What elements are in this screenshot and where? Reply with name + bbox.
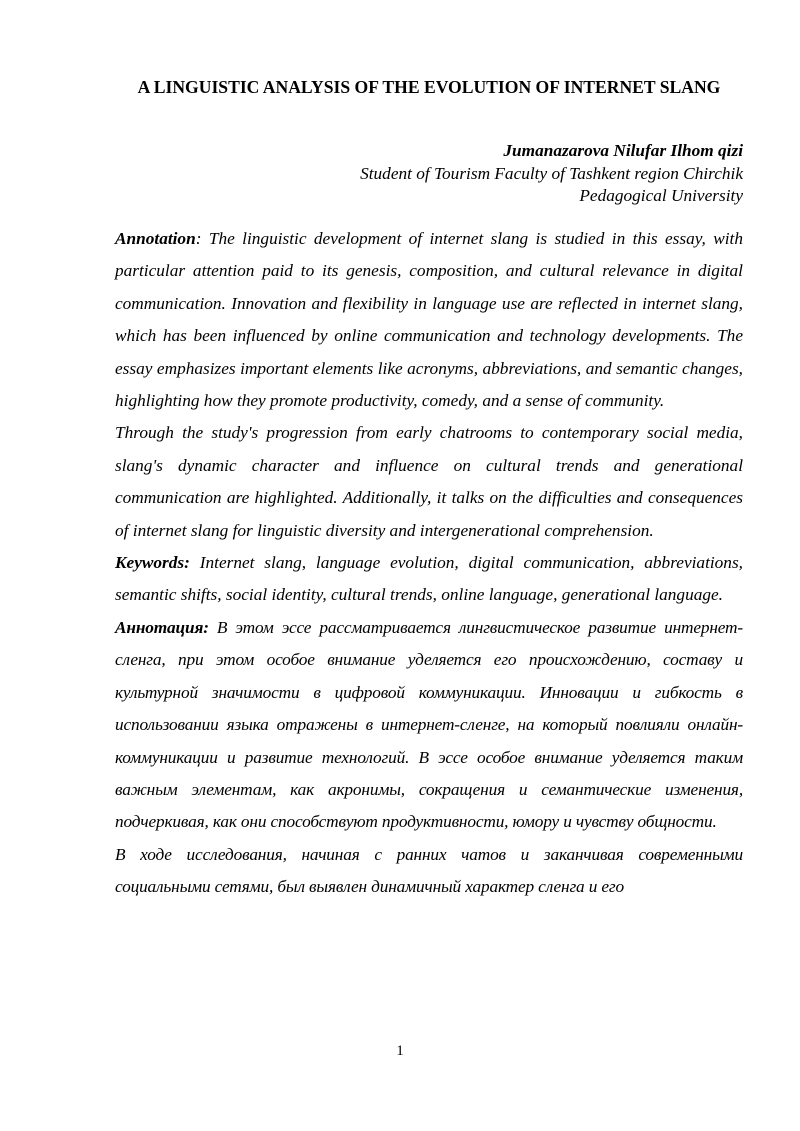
keywords-label: Keywords:: [115, 553, 190, 573]
author-affiliation-line1: Student of Tourism Faculty of Tashkent region Chirchik: [360, 163, 743, 183]
annotation-ru-label: Аннотация:: [115, 617, 209, 637]
annotation-en-paragraph-2: Through the study's progression from early chatrooms to contemporary social media, slang's dynamic character and influence on cultural trends and generational communication are highlighted. Additionally, it talks on the difficulties and consequences of internet slang for linguistic diversity and intergenerational comprehension.: [115, 423, 743, 540]
annotation-ru-text: В этом эссе рассматривается лингвистическое развитие интернет-сленга, при этом особое внимание уделяется его происхождению, составу и культурной значимости в цифровой коммуникации. Инновации и гибкость в использовании языка отражены в интернет-сленге, на который повлияли онлайн-коммуникации и развитие технологий. В эссе особое внимание уделяется таким важным элементам, как акронимы, сокращения и семантические изменения, подчеркивая, как они способствуют продуктивности, юмору и чувству общности.: [115, 617, 743, 832]
author-block: [360, 140, 743, 208]
annotation-ru-paragraph-2: В ходе исследования, начиная с ранних чатов и заканчивая современными социальными сетями, был выявлен динамичный характер сленга и его: [115, 844, 743, 897]
annotation-en-text: : The linguistic development of internet slang is studied in this essay, with particular attention paid to its genesis, composition, and cultural relevance in digital communication. Innovation and flexibility in language use are reflected in internet slang, which has been influenced by online communication and technology developments. The essay emphasizes important elements like acronyms, abbreviations, and semantic changes, highlighting how they promote productivity, comedy, and a sense of community.: [115, 229, 743, 411]
keywords-text: Internet slang, language evolution, digital communication, abbreviations, semantic shifts, social identity, cultural trends, online language, generational language.: [115, 553, 743, 605]
author-name: Jumanazarova Nilufar Ilhom qizi: [503, 141, 743, 160]
author-affiliation-line2: Pedagogical University: [579, 186, 743, 205]
annotation-en-label: Annotation: [115, 229, 196, 248]
keywords-paragraph: [115, 547, 743, 612]
annotation-en-paragraph: [115, 223, 743, 417]
annotation-ru-paragraph: [115, 612, 743, 839]
paper-body: [115, 223, 743, 904]
page-number: 1: [396, 1043, 404, 1059]
paper-title: A LINGUISTIC ANALYSIS OF THE EVOLUTION OF INTERNET SLANG: [137, 77, 721, 97]
